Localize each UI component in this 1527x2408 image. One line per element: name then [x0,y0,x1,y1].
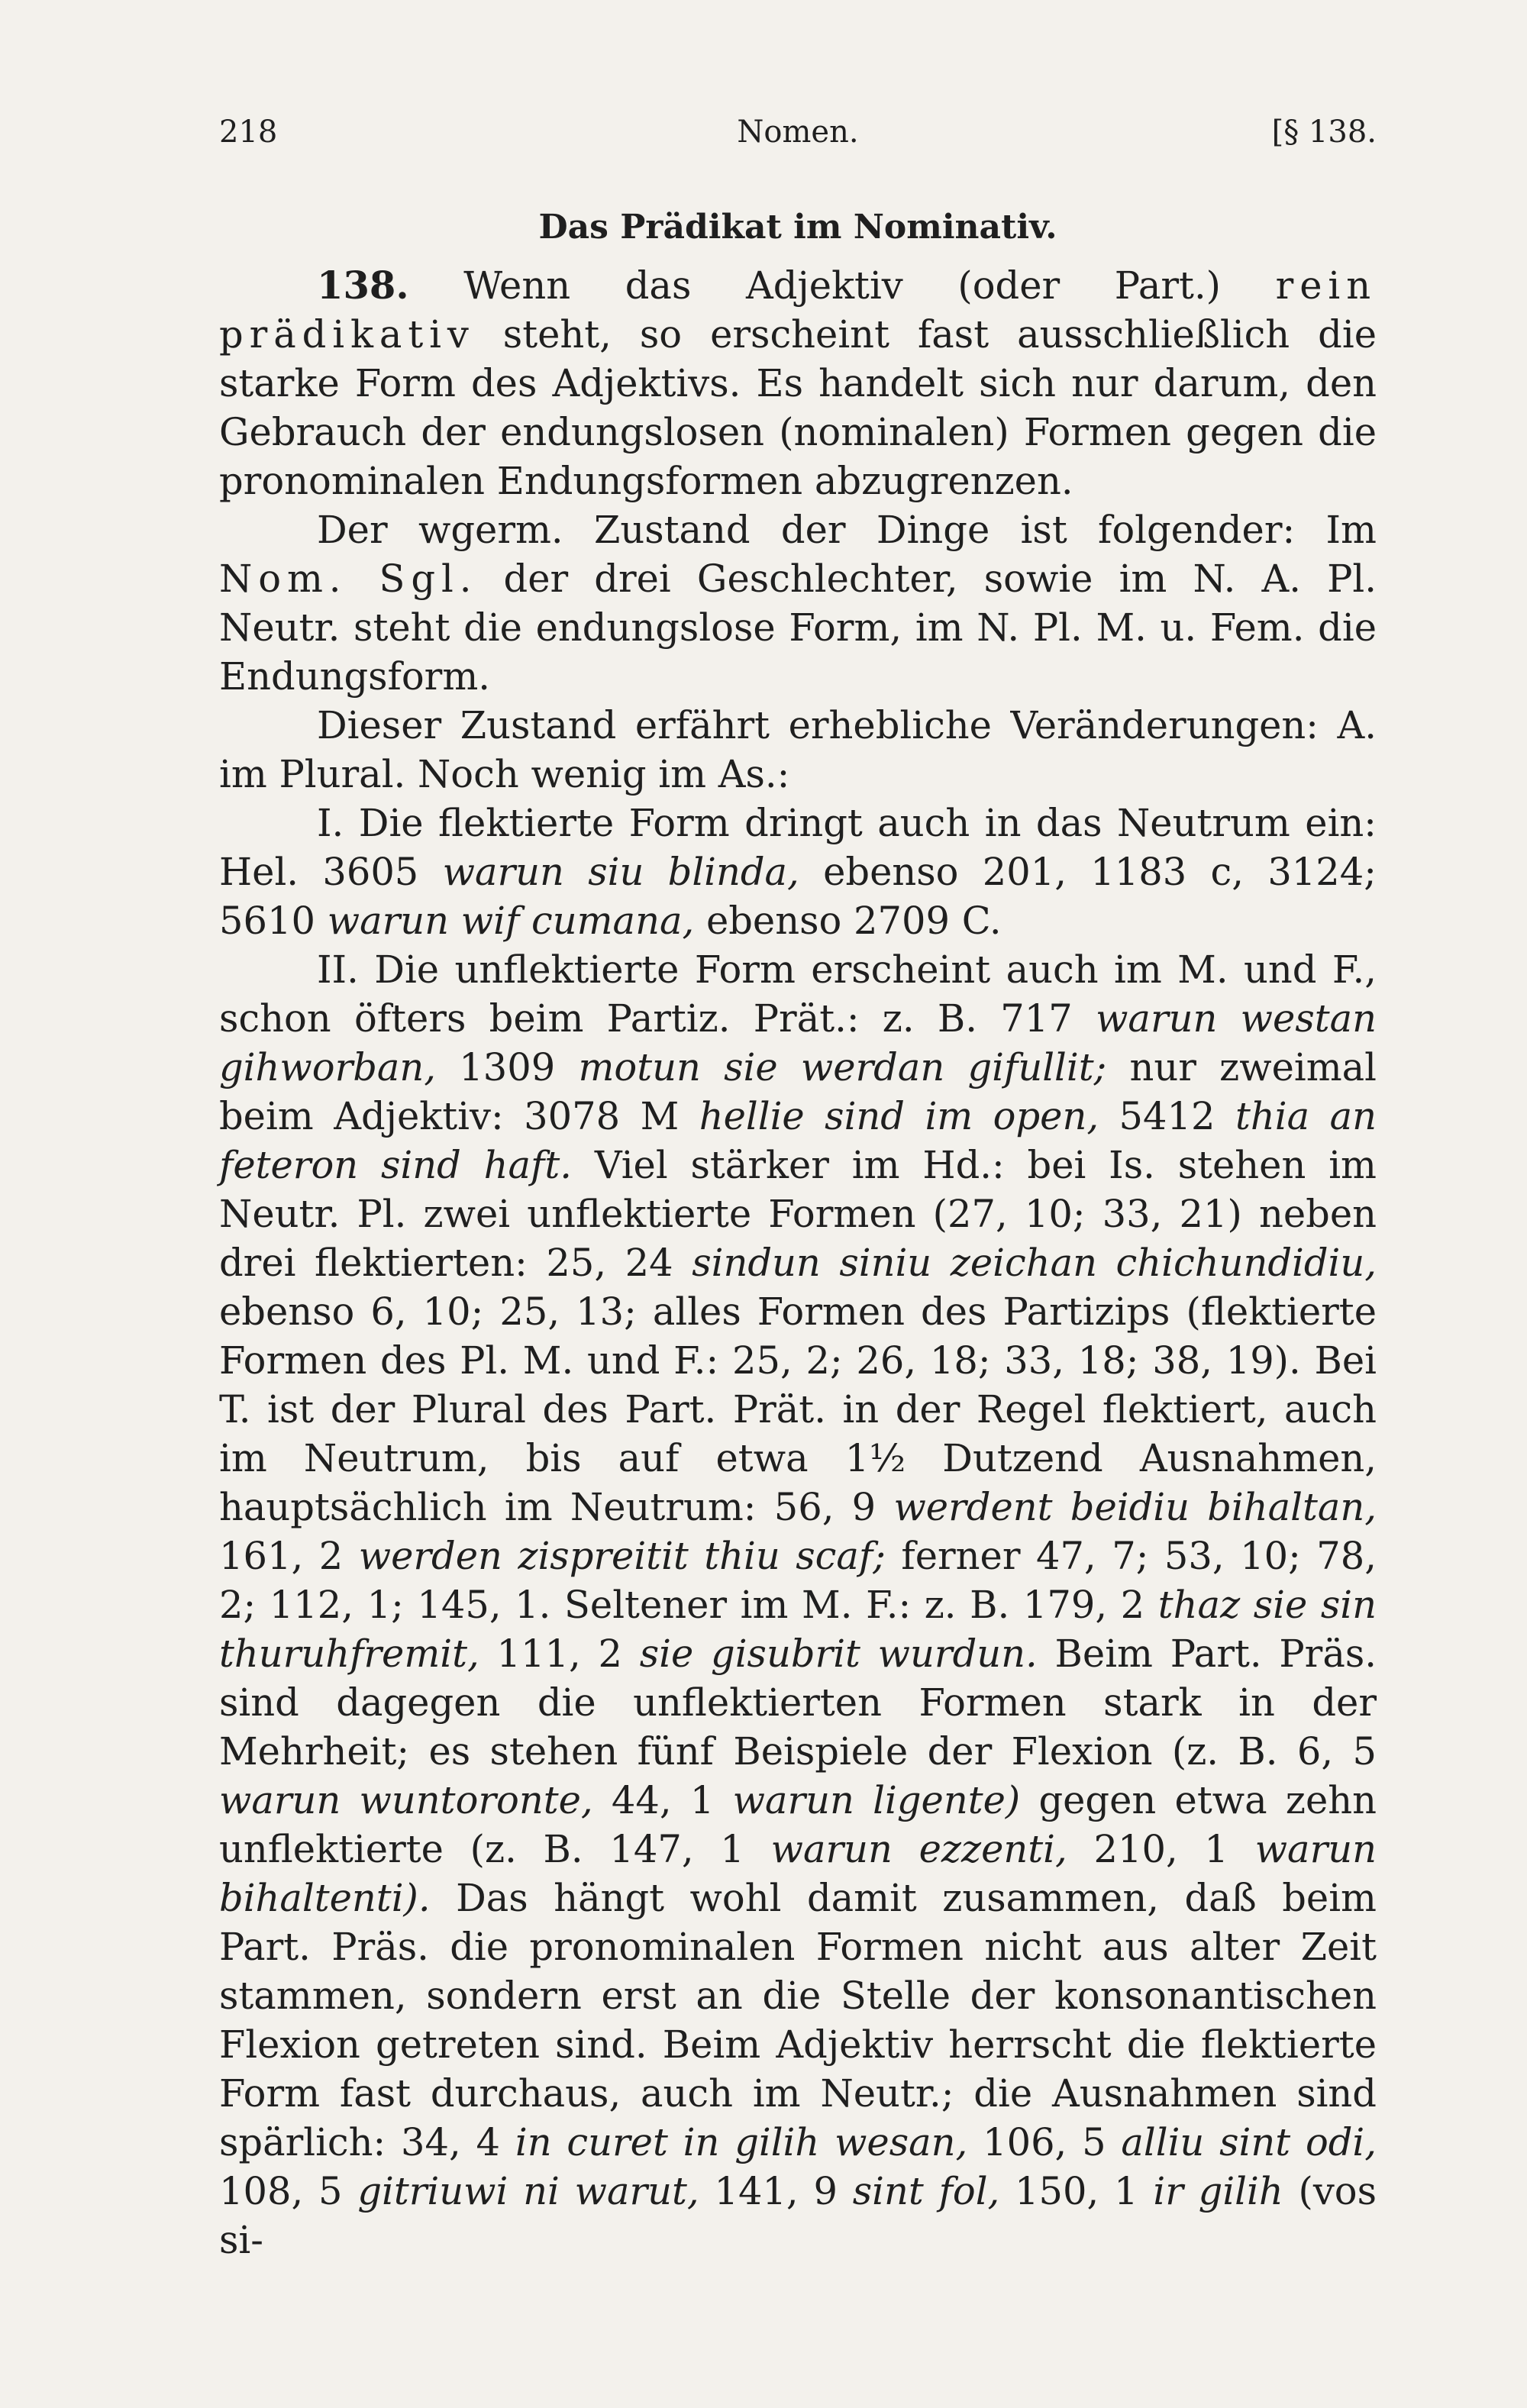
quote: thaz sie sin thuruhfremit, [219,1583,1377,1676]
quote: motun sie werdan gifullit; [578,1045,1107,1089]
text-run: ebenso 6, 10; 25, 13; alles Formen des Partizips (flektierte Formen des Pl. M. und F.: 25, 2; 26, 18; 33, 18; 38, 19). Bei T. ist der Plural des Part. Prät. in der Regel flektiert, auch im Neutrum, bis auf etwa 1½ Dutzend Ausnahmen, hauptsächlich im Neutrum: 56, 9 [219,1290,1377,1529]
quote: hellie sind im open, [699,1094,1099,1138]
text-run: steht, so erscheint fast ausschließlich die starke Form des Adjektivs. Es handelt sich nur darum, den Gebrauch der endungslosen (nominalen) Formen gegen die pronominalen Endungsformen abzugrenzen. [219,312,1377,503]
text-run: nur zweimal beim Adjektiv: 3078 M [219,1045,1377,1138]
paragraph-zustand: Dieser Zustand erfährt erhebliche Veränderungen: A. im Plural. Noch wenig im As.: [219,703,1377,796]
text-run: 111, 2 [479,1632,640,1676]
quote: gitriuwi ni warut, [357,2169,699,2213]
quote: sint fol, [852,2169,1000,2213]
text-run: der drei Geschlechter, sowie im N. A. Pl. Neutr. steht die endungslose Form, im N. Pl. M. u. Fem. die Endungsform. [219,557,1377,699]
quote: warun ezzenti, [770,1827,1067,1871]
text-run: Das hängt wohl damit zusammen, daß beim Part. Präs. die pronominalen Formen nicht aus alter Zeit stammen, sondern erst an die Stelle der konsonantischen Flexion getreten sind. Beim Adjektiv herrscht die flektierte Form fast durchaus, auch im Neutr.; die Ausnahmen sind spärlich: 34, 4 [219,1876,1377,2164]
quote: warun westan gihworban, [219,996,1377,1089]
quote: werden zispreitit thiu scaf; [358,1534,886,1578]
section-reference: [§ 138. [1271,115,1377,150]
quote: werdent beidiu bihaltan, [893,1485,1377,1529]
quote: warun bihaltenti). [219,1827,1377,1920]
quote: ir gilih [1153,2169,1283,2213]
quote: in curet in gilih wesan, [515,2120,968,2164]
quote: thia an feteron sind haft. [219,1094,1377,1187]
running-title: Nomen. [737,115,859,150]
text-run: I. Die flektierte Form dringt auch in das Neutrum ein: Hel. 3605 [219,801,1377,894]
running-header [219,115,1377,160]
body-text [219,261,1377,2264]
paragraph-wgerm [219,505,1377,701]
text-run: 1309 [436,1045,579,1089]
text-run: ebenso 2709 C. [694,899,1002,943]
quote: warun siu blinda, [442,850,799,894]
text-run: 150, 1 [999,2169,1154,2213]
spaced-term: Nom. Sgl. [219,557,478,601]
text-run: 141, 9 [699,2169,853,2213]
page-number: 218 [219,115,278,150]
paragraph-I [219,799,1377,945]
quote: warun wuntoronte, [219,1778,593,1822]
text-run: gegen etwa zehn unflektierte (z. B. 147, 1 [219,1778,1377,1871]
text-run: ferner 47, 7; 53, 10; 78, 2; 112, 1; 145, 1. Seltener im M. F.: z. B. 179, 2 [219,1534,1377,1627]
text-run: 108, 5 [219,2169,358,2213]
text-run: ebenso 201, 1183 c, 3124; 5610 [219,850,1377,943]
text-run: Viel stärker im Hd.: bei Is. stehen im Neutr. Pl. zwei unflektierte Formen (27, 10; 33, 21) neben drei flektierten: 25, 24 [219,1143,1377,1285]
text-run: II. Die unflektierte Form erscheint auch im M. und F., schon öfters beim Partiz. Prät.: z. B. 717 [219,947,1377,1041]
text-run: Wenn das Adjektiv (oder Part.) [408,263,1276,308]
text-run: 106, 5 [967,2120,1122,2164]
text-run: (vos si- [219,2169,1377,2262]
text-run: 161, 2 [219,1534,359,1578]
text-run: 5412 [1099,1094,1235,1138]
quote: sindun siniu zeichan chichundidiu, [692,1241,1377,1285]
text-run: 210, 1 [1067,1827,1255,1871]
text-run: 44, 1 [592,1778,733,1822]
quote: alliu sint odi, [1121,2120,1377,2164]
quote: warun wif cumana, [327,899,695,943]
quote: warun ligente) [732,1778,1021,1822]
paragraph-138 [219,261,1377,505]
text-run: Beim Part. Präs. sind dagegen die unflektierten Formen stark in der Mehrheit; es stehen fünf Beispiele der Flexion (z. B. 6, 5 [219,1632,1377,1774]
section-heading: Das Prädikat im Nominativ. [538,208,1057,247]
paragraph-II [219,945,1377,2264]
section-number: 138. [317,263,409,308]
text-run: Der wgerm. Zustand der Dinge ist folgender: Im [317,508,1377,552]
spaced-term: rein prädikativ [219,263,1377,357]
quote: sie gisubrit wurdun. [639,1632,1038,1676]
